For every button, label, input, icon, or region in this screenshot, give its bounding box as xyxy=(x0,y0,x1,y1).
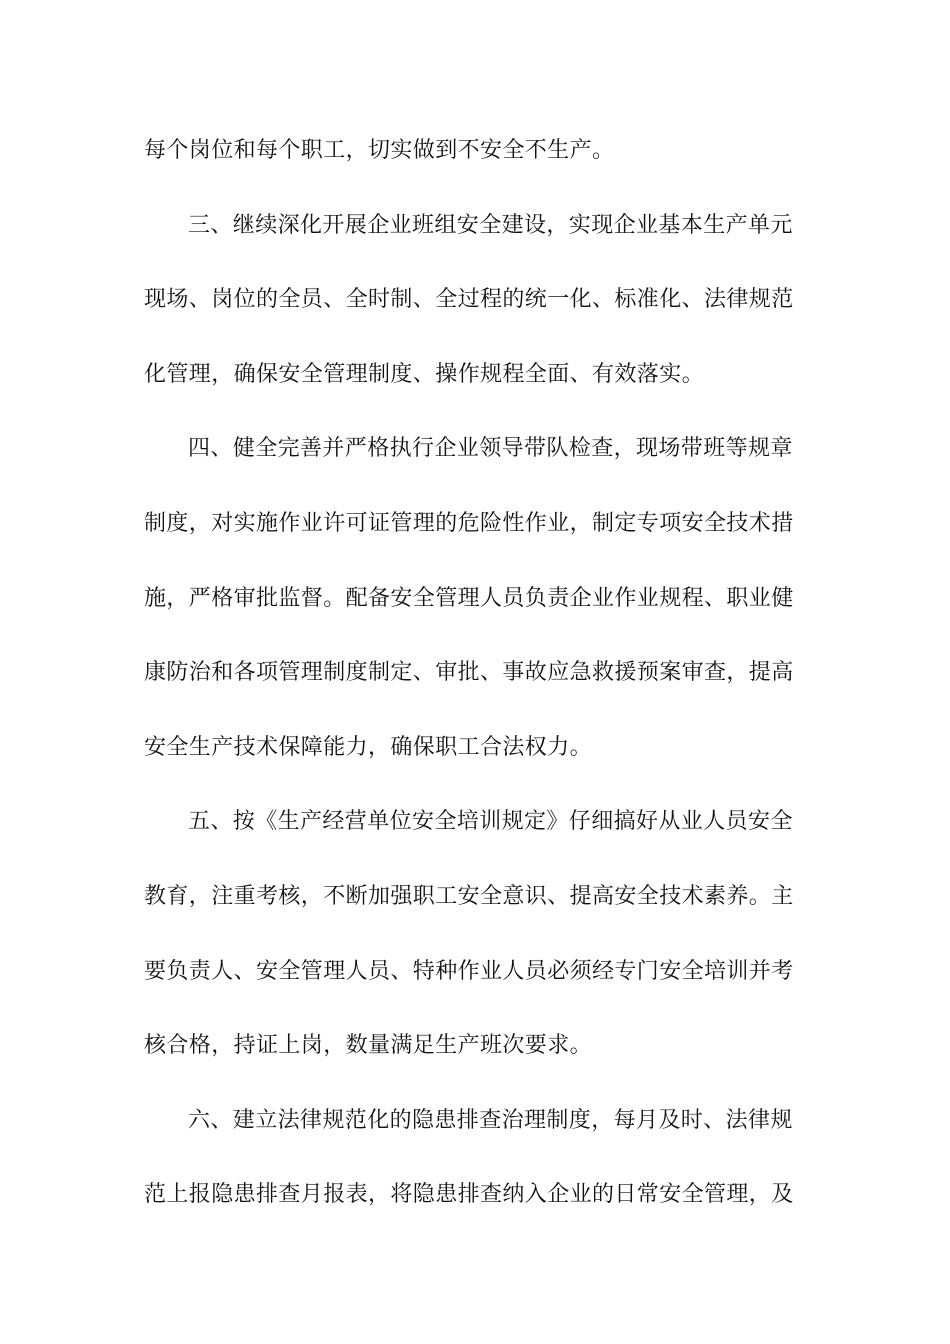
text-line: 施，严格审批监督。配备安全管理人员负责企业作业规程、职业健 xyxy=(144,585,794,611)
text-line: 六、建立法律规范化的隐患排查治理制度，每月及时、法律规 xyxy=(188,1107,793,1133)
text-line: 要负责人、安全管理人员、特种作业人员必须经专门安全培训并考 xyxy=(144,958,794,984)
text-line: 每个岗位和每个职工，切实做到不安全不生产。 xyxy=(144,138,615,163)
text-line: 四、健全完善并严格执行企业领导带队检查，现场带班等规章 xyxy=(188,436,793,462)
text-line: 五、按《生产经营单位安全培训规定》仔细搞好从业人员安全 xyxy=(188,809,793,835)
text-line: 范上报隐患排查月报表，将隐患排查纳入企业的日常安全管理，及 xyxy=(144,1182,794,1208)
text-line: 制度，对实施作业许可证管理的危险性作业，制定专项安全技术措 xyxy=(144,510,794,536)
text-line: 安全生产技术保障能力，确保职工合法权力。 xyxy=(144,734,593,760)
text-line: 化管理，确保安全管理制度、操作规程全面、有效落实。 xyxy=(144,361,705,387)
text-line: 核合格，持证上岗，数量满足生产班次要求。 xyxy=(144,1033,593,1059)
text-line: 康防治和各项管理制度制定、审批、事故应急救援预案审查，提高 xyxy=(144,660,794,686)
document-body xyxy=(144,131,814,1250)
text-line: 教育，注重考核，不断加强职工安全意识、提高安全技术素养。主 xyxy=(144,883,794,909)
text-line: 三、继续深化开展企业班组安全建设，实现企业基本生产单元 xyxy=(188,212,793,238)
text-line: 现场、岗位的全员、全时制、全过程的统一化、标准化、法律规范 xyxy=(144,287,794,313)
